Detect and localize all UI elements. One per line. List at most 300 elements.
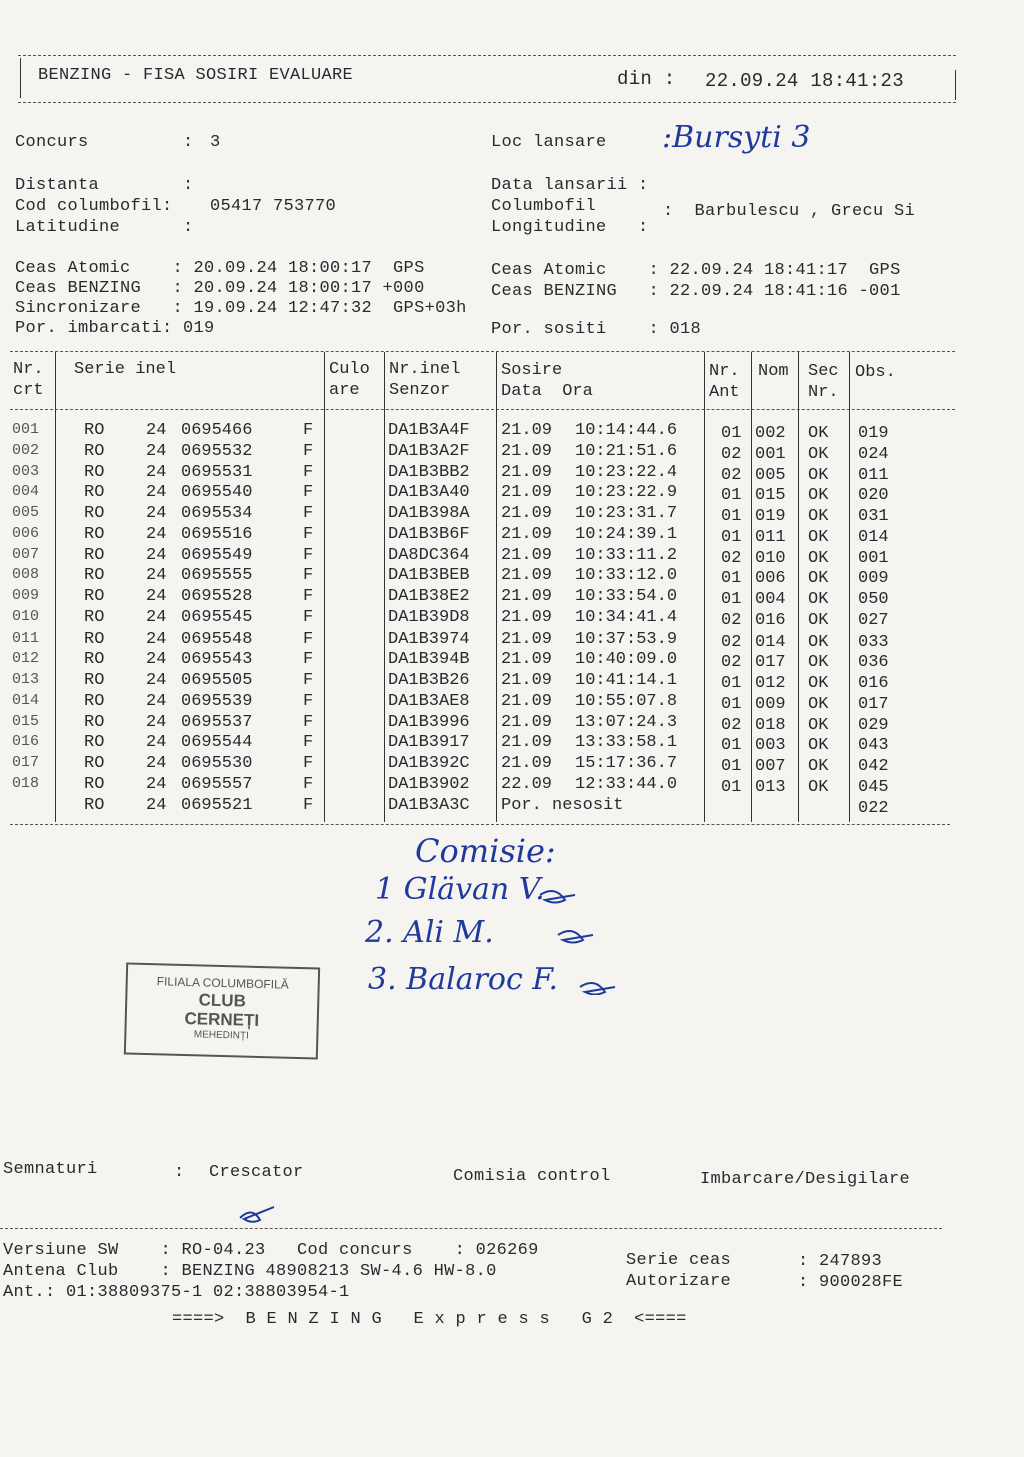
row-nr-crt: 012	[12, 650, 40, 668]
row-ring-number: 0695532	[181, 441, 253, 461]
row-ring-number: 0695539	[181, 691, 253, 711]
row-arrival-date: 21.09	[501, 733, 553, 753]
row-nom: 016	[755, 610, 786, 630]
row-arrival-time: 13:33:58.1	[575, 733, 678, 753]
row-obs: 019	[858, 424, 889, 443]
row-antenna: 01	[721, 569, 742, 589]
header-right-border	[955, 70, 956, 100]
row-antenna: 02	[721, 632, 742, 652]
row-country: RO	[84, 774, 105, 794]
row-antenna: 01	[721, 694, 742, 714]
row-arrival-time: 10:23:22.9	[575, 483, 678, 503]
row-arrival-time: 10:33:54.0	[575, 587, 678, 606]
row-nr-crt: 003	[12, 462, 40, 480]
row-nom: 014	[755, 632, 786, 652]
row-ring-number: 0695505	[181, 671, 253, 690]
row-nom: 011	[755, 527, 786, 547]
row-security: OK	[808, 715, 829, 735]
row-security: OK	[808, 777, 829, 797]
row-security: OK	[808, 653, 829, 673]
row-sensor: DA1B38E2	[388, 587, 470, 606]
table-column-divider	[496, 352, 497, 822]
footer-versiune: Versiune SW : RO-04.23 Cod concurs : 026269	[3, 1241, 539, 1260]
row-ring-number: 0695549	[181, 545, 253, 565]
row-arrival-date: 21.09	[501, 545, 553, 565]
row-country: RO	[84, 795, 105, 815]
row-security: OK	[808, 507, 829, 526]
header-nr-inel-2: Senzor	[389, 381, 451, 400]
clock-atomic-start: Ceas Atomic : 20.09.24 18:00:17 GPS	[15, 259, 425, 278]
row-sex: F	[303, 421, 314, 440]
row-arrival-date: 21.09	[501, 671, 553, 690]
row-sex: F	[303, 504, 314, 523]
row-sensor: DA1B3B26	[388, 671, 470, 690]
row-country: RO	[84, 691, 105, 711]
row-obs: 016	[858, 674, 889, 693]
row-country: RO	[84, 650, 105, 670]
longitudine-label: Longitudine :	[491, 218, 649, 237]
row-sensor: DA1B3974	[388, 629, 470, 649]
row-arrival-date: 22.09	[501, 774, 553, 794]
row-security: OK	[808, 590, 829, 609]
header-serie-inel: Serie inel	[74, 360, 177, 379]
header-obs: Obs.	[855, 363, 896, 382]
row-country: RO	[84, 504, 105, 523]
row-country: RO	[84, 607, 105, 627]
concurs-value: 3	[210, 133, 221, 152]
row-year: 24	[146, 733, 167, 753]
row-obs: 014	[858, 527, 889, 547]
row-obs: 042	[858, 757, 889, 776]
row-arrival-date: 21.09	[501, 566, 553, 586]
latitudine-label: Latitudine :	[15, 218, 194, 237]
row-obs: 031	[858, 507, 889, 526]
row-year: 24	[146, 441, 167, 461]
row-sensor: DA1B3AE8	[388, 691, 470, 711]
footer-antennas: Ant.: 01:38809375-1 02:38803954-1	[3, 1283, 350, 1302]
row-nom: 017	[755, 653, 786, 673]
row-antenna: 02	[721, 444, 742, 464]
row-ring-number: 0695537	[181, 712, 253, 732]
footer-autorizare-value: : 900028FE	[798, 1273, 904, 1292]
report-date-label: din :	[617, 68, 676, 90]
row-arrival-time: 10:33:11.2	[575, 545, 678, 565]
row-sex: F	[303, 795, 314, 815]
header-nom: Nom	[758, 362, 789, 381]
row-antenna: 01	[721, 507, 742, 526]
row-country: RO	[84, 712, 105, 732]
row-ring-number: 0695543	[181, 650, 253, 670]
row-arrival-time: 13:07:24.3	[575, 712, 678, 732]
loc-lansare-label: Loc lansare	[491, 133, 607, 152]
row-antenna: 01	[721, 486, 742, 506]
row-sensor: DA1B392C	[388, 754, 470, 773]
row-security: OK	[808, 486, 829, 506]
columbofil-value: : Barbulescu , Grecu Si	[663, 202, 916, 221]
row-nr-crt: 008	[12, 566, 40, 584]
row-sensor: DA1B3902	[388, 774, 470, 794]
row-sex: F	[303, 545, 314, 565]
row-obs: 045	[858, 777, 889, 797]
stamp-line-2: CLUB	[198, 990, 247, 1011]
row-ring-number: 0695548	[181, 629, 253, 649]
row-country: RO	[84, 462, 105, 482]
row-nom: 015	[755, 486, 786, 506]
footer-serie-ceas-label: Serie ceas	[626, 1251, 732, 1270]
header-nr-ant-1: Nr.	[709, 362, 740, 381]
row-arrival-time: 12:33:44.0	[575, 774, 678, 794]
row-country: RO	[84, 629, 105, 649]
header-nr-ant-2: Ant	[709, 383, 740, 402]
row-sex: F	[303, 483, 314, 503]
row-year: 24	[146, 754, 167, 773]
row-sensor: DA1B3917	[388, 733, 470, 753]
row-security: OK	[808, 444, 829, 464]
row-year: 24	[146, 483, 167, 503]
row-obs: 009	[858, 569, 889, 589]
row-security: OK	[808, 694, 829, 714]
comisie-member-3: 3. Balaroc F.	[368, 962, 558, 997]
row-year: 24	[146, 712, 167, 732]
row-obs: 027	[858, 610, 889, 630]
table-column-divider	[798, 352, 799, 822]
row-sensor: DA1B3A4F	[388, 421, 470, 440]
row-sex: F	[303, 629, 314, 649]
header-nr-inel-1: Nr.inel	[389, 360, 461, 379]
row-nom: 007	[755, 757, 786, 776]
row-country: RO	[84, 441, 105, 461]
semnaturi-label: Semnaturi	[3, 1160, 98, 1179]
table-column-divider	[324, 352, 325, 822]
row-arrival-date: 21.09	[501, 754, 553, 773]
row-arrival-date: 21.09	[501, 587, 553, 606]
row-year: 24	[146, 587, 167, 606]
comisia-control-label: Comisia control	[453, 1167, 611, 1186]
row-nom: 004	[755, 590, 786, 609]
header-culoare-1: Culo	[329, 360, 370, 379]
row-country: RO	[84, 587, 105, 606]
row-ring-number: 0695557	[181, 774, 253, 794]
row-nom: 019	[755, 507, 786, 526]
row-year: 24	[146, 650, 167, 670]
row-security: OK	[808, 548, 829, 568]
report-title: BENZING - FISA SOSIRI EVALUARE	[38, 66, 354, 85]
row-arrival-time: 10:23:22.4	[575, 462, 678, 482]
row-nr-crt: 014	[12, 691, 40, 709]
row-nr-crt: 018	[12, 774, 40, 792]
row-nom: 002	[755, 424, 786, 443]
row-nom: 018	[755, 715, 786, 735]
row-country: RO	[84, 754, 105, 773]
table-bottom-rule	[10, 824, 950, 825]
row-obs: 022	[858, 798, 889, 818]
row-arrival-date: 21.09	[501, 421, 553, 440]
columbofil-label: Columbofil	[491, 197, 597, 216]
row-year: 24	[146, 795, 167, 815]
footer-rule	[0, 1228, 942, 1229]
header-top-rule	[18, 55, 956, 56]
row-country: RO	[84, 524, 105, 544]
comisie-title: Comisie:	[415, 832, 556, 870]
row-nom: 006	[755, 569, 786, 589]
row-obs: 033	[858, 632, 889, 652]
row-arrival-date: 21.09	[501, 607, 553, 627]
row-arrival-time: 10:14:44.6	[575, 421, 678, 440]
row-arrival-date: Por. nesosit	[501, 795, 624, 815]
header-nr-crt-2: crt	[13, 381, 44, 400]
row-antenna: 01	[721, 527, 742, 547]
row-nom: 005	[755, 465, 786, 485]
row-arrival-time: 10:40:09.0	[575, 650, 678, 670]
table-column-divider	[704, 352, 705, 822]
row-arrival-time: 10:24:39.1	[575, 524, 678, 544]
row-arrival-time: 10:34:41.4	[575, 607, 678, 627]
distanta-label: Distanta :	[15, 176, 194, 195]
row-antenna: 01	[721, 424, 742, 443]
row-ring-number: 0695540	[181, 483, 253, 503]
row-country: RO	[84, 421, 105, 440]
row-sex: F	[303, 733, 314, 753]
row-arrival-time: 10:21:51.6	[575, 441, 678, 461]
por-sositi: Por. sositi : 018	[491, 320, 702, 339]
row-sensor: DA1B398A	[388, 504, 470, 523]
row-security: OK	[808, 569, 829, 589]
row-antenna: 01	[721, 590, 742, 609]
footer-antena: Antena Club : BENZING 48908213 SW-4.6 HW-8.0	[3, 1262, 497, 1281]
row-obs: 017	[858, 694, 889, 714]
row-year: 24	[146, 421, 167, 440]
row-security: OK	[808, 736, 829, 756]
row-year: 24	[146, 566, 167, 586]
row-security: OK	[808, 674, 829, 693]
row-sensor: DA1B3BEB	[388, 566, 470, 586]
row-sensor: DA8DC364	[388, 545, 470, 565]
row-sex: F	[303, 566, 314, 586]
row-year: 24	[146, 691, 167, 711]
header-bottom-rule	[18, 102, 956, 103]
row-ring-number: 0695530	[181, 754, 253, 773]
comisie-member-1: 1 Glävan V.	[375, 872, 545, 907]
header-sosire-1: Sosire	[501, 361, 563, 380]
row-sensor: DA1B3A2F	[388, 441, 470, 461]
row-sensor: DA1B3996	[388, 712, 470, 732]
footer-autorizare-label: Autorizare	[626, 1272, 732, 1291]
clock-atomic-end: Ceas Atomic : 22.09.24 18:41:17 GPS	[491, 261, 901, 280]
imbarcare-label: Imbarcare/Desigilare	[700, 1170, 911, 1189]
row-security: OK	[808, 465, 829, 485]
row-arrival-time: 10:37:53.9	[575, 629, 678, 649]
row-nr-crt: 004	[12, 483, 40, 501]
row-sex: F	[303, 754, 314, 773]
crescator-signature	[235, 1198, 285, 1228]
row-nr-crt: 007	[12, 545, 40, 563]
row-sex: F	[303, 587, 314, 606]
header-sec-2: Nr.	[808, 383, 839, 402]
row-sensor: DA1B3B6F	[388, 524, 470, 544]
row-nr-crt: 002	[12, 441, 40, 459]
row-obs: 001	[858, 548, 889, 568]
row-sensor: DA1B3A40	[388, 483, 470, 503]
row-nr-crt: 009	[12, 587, 40, 604]
row-sensor: DA1B39D8	[388, 607, 470, 627]
loc-lansare-handwritten: :Bursyti 3	[662, 120, 811, 155]
row-sensor: DA1B3A3C	[388, 795, 470, 815]
row-year: 24	[146, 671, 167, 690]
row-arrival-date: 21.09	[501, 712, 553, 732]
row-nr-crt: 005	[12, 504, 40, 521]
row-sex: F	[303, 774, 314, 794]
row-ring-number: 0695555	[181, 566, 253, 586]
row-security: OK	[808, 632, 829, 652]
row-sex: F	[303, 524, 314, 544]
row-antenna: 02	[721, 548, 742, 568]
row-nom: 010	[755, 548, 786, 568]
row-arrival-date: 21.09	[501, 462, 553, 482]
header-sosire-2: Data Ora	[501, 382, 593, 401]
row-arrival-time: 10:41:14.1	[575, 671, 678, 690]
stamp-line-4: MEHEDINȚI	[193, 1028, 250, 1042]
report-date-value: 22.09.24 18:41:23	[705, 70, 904, 92]
row-antenna: 02	[721, 653, 742, 673]
row-obs: 036	[858, 653, 889, 673]
row-ring-number: 0695534	[181, 504, 253, 523]
row-obs: 050	[858, 590, 889, 609]
row-nom: 001	[755, 444, 786, 464]
row-arrival-date: 21.09	[501, 524, 553, 544]
row-ring-number: 0695544	[181, 733, 253, 753]
header-nr-crt-1: Nr.	[13, 360, 44, 379]
row-country: RO	[84, 483, 105, 503]
row-year: 24	[146, 524, 167, 544]
table-column-divider	[751, 352, 752, 822]
row-antenna: 02	[721, 715, 742, 735]
concurs-label: Concurs :	[15, 133, 194, 152]
row-sex: F	[303, 650, 314, 670]
row-country: RO	[84, 733, 105, 753]
row-antenna: 02	[721, 465, 742, 485]
row-antenna: 01	[721, 777, 742, 797]
row-nr-crt: 006	[12, 524, 40, 542]
table-column-divider	[384, 352, 385, 822]
row-antenna: 01	[721, 674, 742, 693]
row-arrival-time: 10:23:31.7	[575, 504, 678, 523]
row-nr-crt: 016	[12, 733, 40, 751]
signature-marks	[530, 875, 630, 995]
row-obs: 029	[858, 715, 889, 735]
row-country: RO	[84, 671, 105, 690]
row-obs: 024	[858, 444, 889, 464]
row-sex: F	[303, 462, 314, 482]
row-arrival-date: 21.09	[501, 483, 553, 503]
comisie-member-2: 2. Ali M.	[365, 915, 494, 950]
footer-serie-ceas-value: : 247893	[798, 1252, 883, 1271]
clock-benzing-end: Ceas BENZING : 22.09.24 18:41:16 -001	[491, 282, 901, 301]
row-ring-number: 0695531	[181, 462, 253, 482]
row-nr-crt: 010	[12, 607, 40, 625]
row-ring-number: 0695466	[181, 421, 253, 440]
sincronizare: Sincronizare : 19.09.24 12:47:32 GPS+03h	[15, 299, 467, 318]
row-year: 24	[146, 545, 167, 565]
row-country: RO	[84, 566, 105, 586]
row-security: OK	[808, 610, 829, 630]
row-year: 24	[146, 462, 167, 482]
row-year: 24	[146, 629, 167, 649]
table-top-rule	[10, 351, 955, 352]
row-country: RO	[84, 545, 105, 565]
row-ring-number: 0695545	[181, 607, 253, 627]
stamp-line-1: FILIALA COLUMBOFILĂ	[156, 974, 289, 992]
row-sensor: DA1B394B	[388, 650, 470, 670]
row-sex: F	[303, 441, 314, 461]
row-arrival-date: 21.09	[501, 650, 553, 670]
row-sex: F	[303, 607, 314, 627]
row-obs: 011	[858, 465, 889, 485]
row-nr-crt: 017	[12, 754, 40, 771]
crescator-label: Crescator	[209, 1163, 304, 1182]
data-lansarii-label: Data lansarii :	[491, 176, 649, 195]
row-ring-number: 0695528	[181, 587, 253, 606]
row-nr-crt: 013	[12, 671, 40, 688]
table-header-rule	[10, 409, 955, 410]
clock-benzing-start: Ceas BENZING : 20.09.24 18:00:17 +000	[15, 279, 425, 298]
row-year: 24	[146, 504, 167, 523]
cod-columbofil-label: Cod columbofil:	[15, 197, 173, 216]
row-security: OK	[808, 527, 829, 547]
cod-columbofil-value: 05417 753770	[210, 197, 337, 216]
table-column-divider	[849, 352, 850, 822]
row-arrival-date: 21.09	[501, 504, 553, 523]
row-ring-number: 0695516	[181, 524, 253, 544]
row-security: OK	[808, 424, 829, 443]
row-security: OK	[808, 757, 829, 776]
header-sec-1: Sec	[808, 362, 839, 381]
row-nom: 012	[755, 674, 786, 693]
row-year: 24	[146, 607, 167, 627]
header-culoare-2: are	[329, 381, 360, 400]
row-year: 24	[146, 774, 167, 794]
row-sex: F	[303, 712, 314, 732]
stamp-line-3: CERNEȚI	[184, 1008, 260, 1030]
row-ring-number: 0695521	[181, 795, 253, 815]
row-nom: 013	[755, 777, 786, 797]
row-arrival-time: 10:55:07.8	[575, 691, 678, 711]
row-sex: F	[303, 691, 314, 711]
row-arrival-time: 15:17:36.7	[575, 754, 678, 773]
row-antenna: 01	[721, 757, 742, 776]
row-nr-crt: 011	[12, 629, 40, 647]
row-arrival-date: 21.09	[501, 441, 553, 461]
row-obs: 020	[858, 486, 889, 506]
row-sex: F	[303, 671, 314, 690]
row-nr-crt: 001	[12, 421, 40, 438]
row-obs: 043	[858, 736, 889, 756]
header-left-border	[20, 58, 21, 98]
por-imbarcati: Por. imbarcati: 019	[15, 319, 215, 338]
row-sensor: DA1B3BB2	[388, 462, 470, 482]
row-antenna: 01	[721, 736, 742, 756]
row-arrival-date: 21.09	[501, 629, 553, 649]
row-arrival-time: 10:33:12.0	[575, 566, 678, 586]
row-nom: 009	[755, 694, 786, 714]
row-nom: 003	[755, 736, 786, 756]
club-stamp	[124, 962, 320, 1059]
semnaturi-colon: :	[174, 1163, 185, 1182]
footer-brand: ====> B E N Z I N G E x p r e s s G 2 <====	[172, 1310, 687, 1329]
row-antenna: 02	[721, 610, 742, 630]
table-column-divider	[55, 352, 56, 822]
row-arrival-date: 21.09	[501, 691, 553, 711]
row-nr-crt: 015	[12, 712, 40, 730]
